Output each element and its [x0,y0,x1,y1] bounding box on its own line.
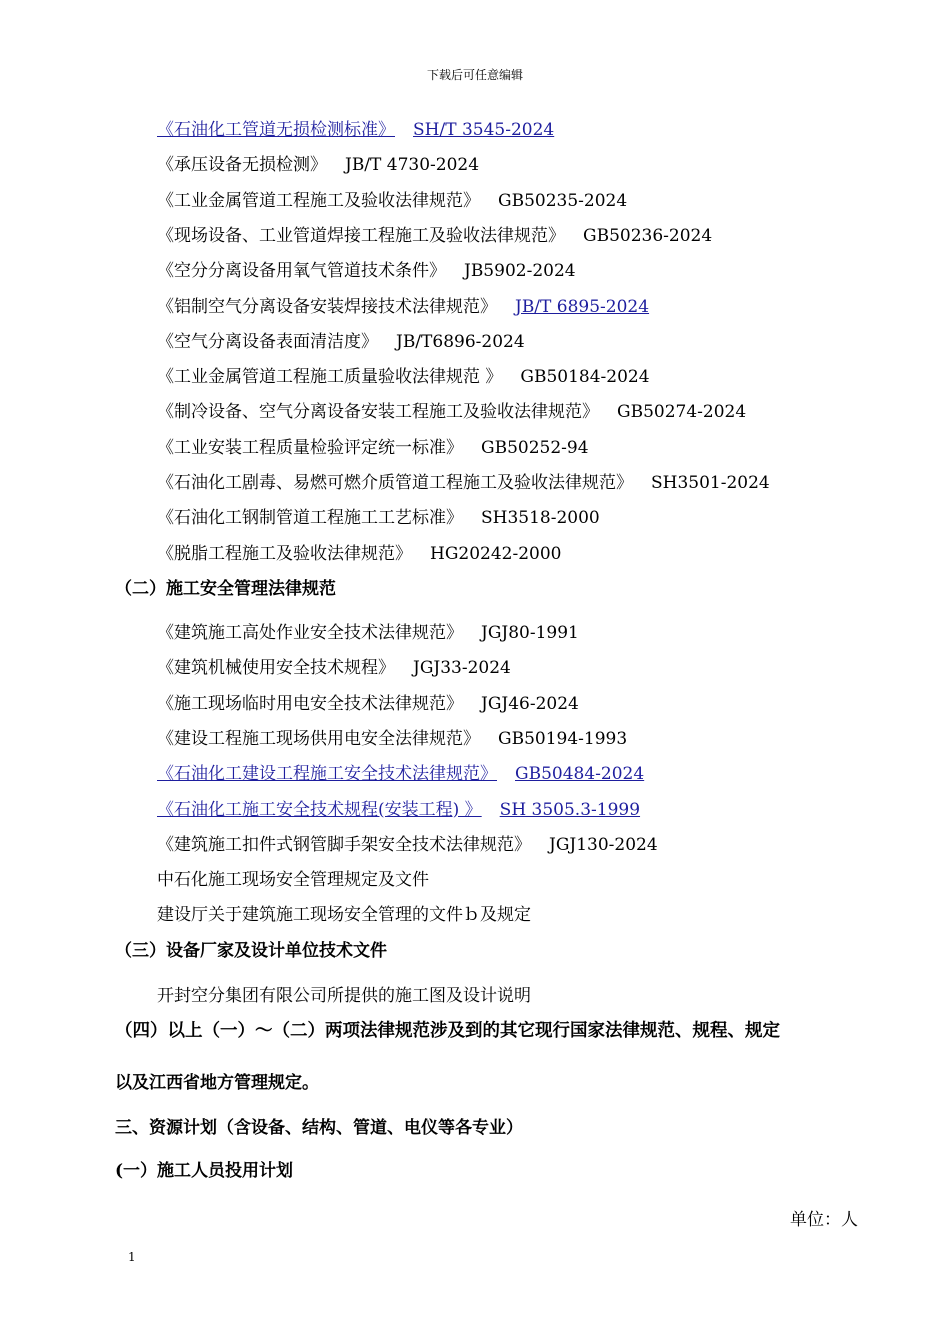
standard-title: 《空分分离设备用氧气管道技术条件》 [157,261,446,282]
standard-item [157,728,627,750]
standard-code: JGJ80-1991 [481,623,579,643]
standard-item [157,543,562,565]
standard-item [157,401,746,423]
standard-code: JB/T6896-2024 [396,331,525,352]
standard-code: SH3501-2024 [651,473,770,493]
standard-code: GB50252-94 [481,437,589,458]
standard-item [157,657,511,679]
standard-item [157,799,640,821]
extra-item-construction-dept: 建设厅关于建筑施工现场安全管理的文件ｂ及规定 [157,905,531,925]
standard-title[interactable]: 《石油化工建设工程施工安全技术法律规范》 [157,764,497,785]
extra-item-sinopec: 中石化施工现场安全管理规定及文件 [157,870,429,890]
standard-title: 《石油化工钢制管道工程施工工艺标准》 [157,508,463,529]
standard-title: 《脱脂工程施工及验收法律规范》 [157,543,412,564]
standard-item [157,437,589,459]
unit-label: 单位：人 [790,1210,858,1230]
standard-code: JGJ130-2024 [549,834,658,855]
heading-other-regulations-line2: 以及江西省地方管理规定。 [115,1073,319,1093]
standard-title: 《空气分离设备表面清洁度》 [157,331,378,352]
standard-title: 《承压设备无损检测》 [157,155,327,176]
standard-item [157,507,600,529]
standard-code: SH3518-2000 [481,508,600,529]
standard-title: 《石油化工剧毒、易燃可燃介质管道工程施工及验收法律规范》 [157,473,633,493]
standard-title: 《铝制空气分离设备安装焊接技术法律规范》 [157,296,497,317]
standard-title: 《建设工程施工现场供用电安全法律规范》 [157,728,480,749]
standard-item [157,190,627,212]
standard-code[interactable]: GB50484-2024 [515,764,645,785]
standard-code: JB/T 4730-2024 [345,155,480,176]
standard-title: 《制冷设备、空气分离设备安装工程施工及验收法律规范》 [157,402,599,423]
standard-code: JB5902-2024 [464,261,576,282]
heading-manufacturer-docs: （三）设备厂家及设计单位技术文件 [115,941,387,961]
standard-item [157,472,770,494]
standard-item [157,622,579,644]
page-header: 下载后可任意编辑 [426,68,523,82]
standard-title: 《工业安装工程质量检验评定统一标准》 [157,437,463,458]
heading-other-regulations-line1: （四）以上（一）～（二）两项法律规范涉及到的其它现行国家法律规范、规程、规定 [115,1021,780,1041]
standard-title[interactable]: 《石油化工管道无损检测标准》 [157,120,395,140]
standard-item [157,331,525,353]
standard-item [157,763,644,785]
standard-title: 《施工现场临时用电安全技术法律规范》 [157,693,463,714]
standard-title: 《现场设备、工业管道焊接工程施工及验收法律规范》 [157,225,565,246]
manufacturer-docs-text: 开封空分集团有限公司所提供的施工图及设计说明 [157,986,531,1006]
standard-item [157,693,579,715]
standard-code: GB50235-2024 [498,190,628,211]
standard-item [157,296,649,318]
standard-code: JGJ46-2024 [481,693,579,714]
standard-title: 《建筑机械使用安全技术规程》 [157,658,395,679]
standard-item [157,366,650,388]
standard-item [157,260,576,282]
heading-resource-plan: 三、资源计划（含设备、结构、管道、电仪等各专业） [115,1118,523,1138]
heading-staffing-plan: (一）施工人员投用计划 [115,1161,294,1181]
standard-code[interactable]: SH 3505.3-1999 [499,799,641,820]
standard-item [157,119,554,141]
standard-item [157,225,712,247]
standard-code: GB50194-1993 [498,728,628,749]
standard-title: 《建筑施工高处作业安全技术法律规范》 [157,623,463,643]
standard-code: GB50236-2024 [583,225,713,246]
standard-code[interactable]: JB/T 6895-2024 [515,296,650,317]
standard-title: 《工业金属管道工程施工及验收法律规范》 [157,190,480,211]
page-number: 1 [128,1250,136,1264]
standard-title: 《建筑施工扣件式钢管脚手架安全技术法律规范》 [157,834,531,855]
standard-item [157,154,479,176]
standard-code[interactable]: SH/T 3545-2024 [413,120,555,140]
standard-code: GB50184-2024 [520,367,650,388]
standard-title: 《工业金属管道工程施工质量验收法律规范 》 [157,367,503,388]
standard-title[interactable]: 《石油化工施工安全技术规程(安装工程) 》 [157,799,482,820]
standard-code: JGJ33-2024 [413,658,511,679]
standard-code: GB50274-2024 [617,402,747,423]
standard-item [157,834,658,856]
standard-code: HG20242-2000 [430,543,562,564]
heading-safety-regulations: （二）施工安全管理法律规范 [115,579,336,599]
